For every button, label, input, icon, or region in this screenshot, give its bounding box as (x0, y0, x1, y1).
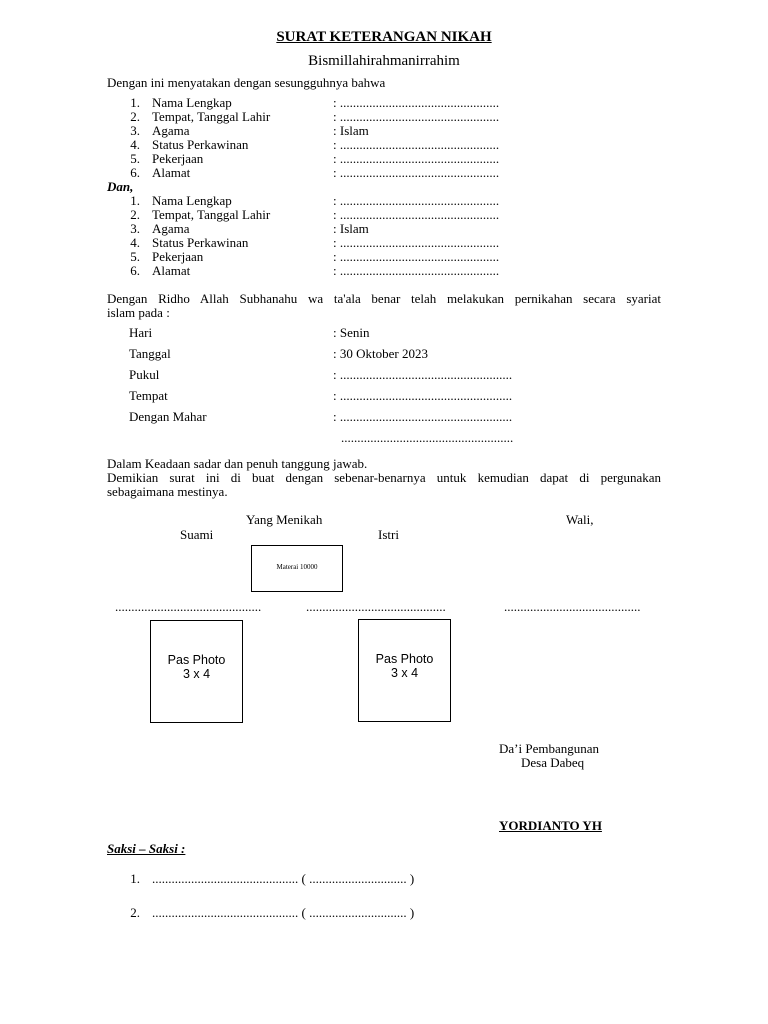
field-label: Status Perkawinan (152, 235, 249, 250)
photo-box-istri (358, 619, 451, 722)
dai-village: Desa Dabeq (521, 755, 585, 770)
dan-label: Dan, (107, 179, 134, 194)
field-label: Pekerjaan (152, 249, 204, 264)
signature-line-wali: .......................................... (504, 599, 641, 614)
field-value: : ................................................. (333, 109, 500, 124)
field-value: : ................................................. (333, 193, 500, 208)
photo-label: Pas Photo (375, 652, 434, 666)
list-number: 6. (130, 263, 140, 278)
dai-title: Da’i Pembangunan (499, 741, 600, 756)
field-value: : ................................................. (333, 249, 500, 264)
field-value: : Islam (333, 221, 369, 236)
closing-line-3: sebagaimana mestinya. (107, 484, 228, 499)
witness-line: ............................................. ( .............................. ) (152, 871, 415, 886)
detail-value: : ..................................................... (333, 367, 513, 382)
list-number: 2. (130, 207, 140, 222)
list-number: 4. (130, 137, 140, 152)
list-number: 1. (130, 95, 140, 110)
closing-line-2: Demikian surat ini di buat dengan sebenar-benarnya untuk kemudian dapat di pergunakan (107, 470, 661, 485)
field-label: Pekerjaan (152, 151, 204, 166)
list-number: 3. (130, 221, 140, 236)
field-value: : ................................................. (333, 137, 500, 152)
photo-label: Pas Photo (167, 653, 226, 667)
list-number: 5. (130, 249, 140, 264)
field-value: : Islam (333, 123, 369, 138)
mahar-extra-line: ..................................................... (341, 430, 514, 445)
photo-box-suami (150, 620, 243, 723)
detail-value: : 30 Oktober 2023 (333, 346, 428, 361)
list-number: 1. (130, 871, 140, 886)
page-title: SURAT KETERANGAN NIKAH (276, 29, 492, 45)
detail-label: Tanggal (129, 346, 171, 361)
field-label: Agama (152, 221, 190, 236)
signature-line-istri: ........................................... (306, 599, 446, 614)
field-label: Alamat (152, 165, 191, 180)
witness-line: ............................................. ( .............................. ) (152, 905, 415, 920)
field-value: : ................................................. (333, 263, 500, 278)
field-value: : ................................................. (333, 165, 500, 180)
suami-label: Suami (180, 527, 214, 542)
statement-line-1: Dengan Ridho Allah Subhanahu wa ta'ala benar telah melakukan pernikahan secara syariat (107, 291, 661, 306)
wali-label: Wali, (566, 512, 594, 527)
photo-size: 3 x 4 (390, 666, 419, 680)
istri-label: Istri (378, 527, 399, 542)
list-number: 5. (130, 151, 140, 166)
photo-size: 3 x 4 (182, 667, 211, 681)
field-label: Nama Lengkap (152, 95, 232, 110)
detail-value: : ..................................................... (333, 388, 513, 403)
field-value: : ................................................. (333, 207, 500, 222)
detail-label: Dengan Mahar (129, 409, 207, 424)
basmalah: Bismillahirahmanirrahim (308, 53, 460, 69)
detail-value: : ..................................................... (333, 409, 513, 424)
signature-line-suami: ............................................. (115, 599, 262, 614)
field-label: Nama Lengkap (152, 193, 232, 208)
field-value: : ................................................. (333, 151, 500, 166)
closing-line-1: Dalam Keadaan sadar dan penuh tanggung jawab. (107, 456, 368, 471)
detail-value: : Senin (333, 325, 370, 340)
field-value: : ................................................. (333, 235, 500, 250)
list-number: 4. (130, 235, 140, 250)
detail-label: Hari (129, 325, 153, 340)
list-number: 3. (130, 123, 140, 138)
field-label: Tempat, Tanggal Lahir (152, 109, 271, 124)
list-number: 6. (130, 165, 140, 180)
materai-label: Materai 10000 (276, 563, 318, 571)
dai-name: YORDIANTO YH (499, 818, 602, 833)
field-value: : ................................................. (333, 95, 500, 110)
intro-text: Dengan ini menyatakan dengan sesungguhnya bahwa (107, 75, 386, 90)
detail-label: Tempat (129, 388, 168, 403)
list-number: 2. (130, 109, 140, 124)
field-label: Alamat (152, 263, 191, 278)
field-label: Status Perkawinan (152, 137, 249, 152)
field-label: Tempat, Tanggal Lahir (152, 207, 271, 222)
list-number: 2. (130, 905, 140, 920)
materai-box (251, 545, 343, 592)
saksi-title: Saksi – Saksi : (107, 841, 186, 856)
detail-label: Pukul (129, 367, 160, 382)
yang-menikah-label: Yang Menikah (246, 512, 323, 527)
field-label: Agama (152, 123, 190, 138)
statement-line-2: islam pada : (107, 305, 170, 320)
list-number: 1. (130, 193, 140, 208)
